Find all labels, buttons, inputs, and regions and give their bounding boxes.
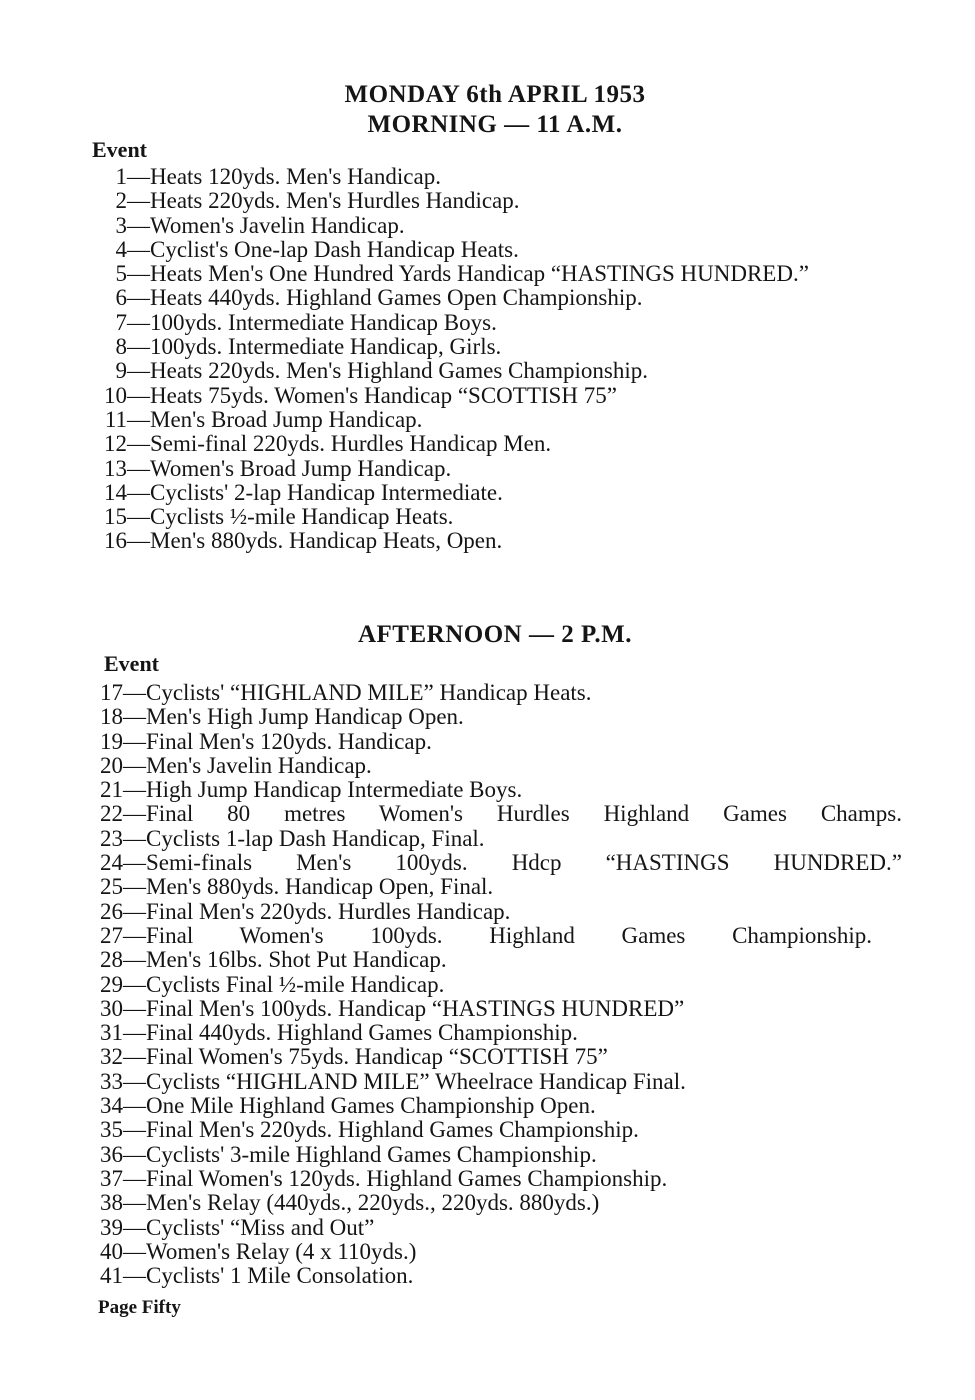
event-text: Final Men's 120yds. Handicap. [146, 728, 432, 754]
afternoon-heading: AFTERNOON — 2 P.M. [357, 621, 633, 648]
event-number: 29— [100, 971, 146, 997]
event-row [100, 311, 898, 335]
event-number: 30— [100, 995, 146, 1021]
event-row [96, 924, 902, 948]
event-row [100, 408, 898, 432]
event-row [100, 457, 898, 481]
event-text: Men's Broad Jump Handicap. [150, 406, 423, 432]
event-number: 21— [100, 777, 146, 803]
event-number: 6— [115, 285, 150, 311]
event-text: Final Men's 100yds. Handicap “HASTINGS HUNDRED” [146, 995, 685, 1021]
event-number: 1— [115, 164, 150, 189]
event-row [96, 778, 902, 802]
event-row [100, 432, 898, 456]
event-text: Cyclist's One-lap Dash Handicap Heats. [150, 236, 519, 262]
event-number: 9— [115, 358, 150, 384]
event-text: Men's High Jump Handicap Open. [146, 704, 464, 730]
event-text: Cyclists' “Miss and Out” [146, 1214, 375, 1240]
event-row [96, 1118, 902, 1142]
event-text: 100yds. Intermediate Handicap Boys. [150, 309, 497, 335]
event-row [96, 681, 902, 705]
event-number: 7— [115, 309, 150, 335]
event-row [100, 238, 898, 262]
event-text: Cyclists' “HIGHLAND MILE” Handicap Heats. [146, 680, 592, 705]
morning-event-label: Event [92, 137, 147, 162]
event-number: 10— [104, 382, 150, 408]
event-text: Men's Relay (440yds., 220yds., 220yds. 880yds.) [146, 1190, 600, 1216]
event-text: Final Men's 220yds. Hurdles Handicap. [146, 898, 511, 924]
event-row [96, 851, 902, 875]
event-row [96, 1216, 902, 1240]
event-text: Heats Men's One Hundred Yards Handicap “HASTINGS HUNDRED.” [150, 261, 809, 287]
event-number: 37— [100, 1165, 146, 1191]
event-number: 24— [100, 850, 146, 876]
event-row [100, 384, 898, 408]
event-row [100, 165, 898, 189]
event-number: 11— [104, 406, 150, 432]
event-row [96, 1167, 902, 1191]
event-number: 25— [100, 874, 146, 900]
event-number: 41— [100, 1263, 146, 1289]
event-number: 2— [115, 188, 150, 214]
event-text: Heats 440yds. Highland Games Open Championship. [150, 285, 643, 311]
event-row [96, 802, 902, 826]
event-row [96, 754, 902, 778]
event-number: 17— [100, 680, 146, 705]
event-text: 100yds. Intermediate Handicap, Girls. [150, 334, 502, 360]
morning-heading: MORNING — 11 A.M. [367, 111, 623, 138]
event-text: Final Women's 120yds. Highland Games Championship. [146, 1165, 668, 1191]
event-text: Women's Javelin Handicap. [150, 212, 405, 238]
afternoon-event-list [96, 681, 902, 1288]
event-number: 5— [115, 261, 150, 287]
event-text: Semi-final 220yds. Hurdles Handicap Men. [150, 431, 552, 457]
event-text: Men's 880yds. Handicap Heats, Open. [150, 528, 503, 554]
event-text: High Jump Handicap Intermediate Boys. [146, 777, 523, 803]
event-row [100, 359, 898, 383]
event-number: 31— [100, 1020, 146, 1046]
event-text: Final Women's 100yds. Highland Games Championship. [146, 922, 872, 948]
event-row [96, 900, 902, 924]
event-row [96, 1264, 902, 1288]
page-number: Page Fifty [98, 1297, 181, 1318]
event-text: Heats 220yds. Men's Hurdles Handicap. [150, 188, 520, 214]
event-number: 28— [100, 947, 146, 973]
event-row [100, 505, 898, 529]
event-text: One Mile Highland Games Championship Open. [146, 1093, 596, 1119]
event-row [96, 1094, 902, 1118]
event-row [96, 948, 902, 972]
event-row [96, 997, 902, 1021]
event-row [96, 1070, 902, 1094]
event-text: Cyclists “HIGHLAND MILE” Wheelrace Handicap Final. [146, 1068, 686, 1094]
date-heading: MONDAY 6th APRIL 1953 [344, 81, 646, 108]
event-row [96, 973, 902, 997]
event-number: 3— [115, 212, 150, 238]
event-text: Cyclists 1-lap Dash Handicap, Final. [146, 825, 485, 851]
event-number: 35— [100, 1117, 146, 1143]
event-number: 20— [100, 752, 146, 778]
event-row [100, 529, 898, 553]
event-text: Cyclists' 3-mile Highland Games Championship. [146, 1141, 597, 1167]
event-row [96, 1143, 902, 1167]
event-number: 14— [104, 479, 150, 505]
event-number: 27— [100, 922, 146, 948]
event-row [100, 481, 898, 505]
event-number: 32— [100, 1044, 146, 1070]
event-text: Men's 880yds. Handicap Open, Final. [146, 874, 494, 900]
event-row [96, 1021, 902, 1045]
event-number: 15— [104, 504, 150, 530]
event-row [100, 286, 898, 310]
event-number: 40— [100, 1238, 146, 1264]
event-text: Final 440yds. Highland Games Championship. [146, 1020, 578, 1046]
event-number: 8— [115, 334, 150, 360]
event-text: Cyclists Final ½-mile Handicap. [146, 971, 445, 997]
event-row [100, 189, 898, 213]
event-row [96, 1191, 902, 1215]
morning-event-list [100, 165, 898, 554]
event-row [100, 335, 898, 359]
event-text: Final Men's 220yds. Highland Games Championship. [146, 1117, 639, 1143]
event-text: Final 80 metres Women's Hurdles Highland Games Champs. [146, 801, 902, 827]
event-number: 26— [100, 898, 146, 924]
event-text: Heats 120yds. Men's Handicap. [150, 164, 441, 189]
event-row [96, 730, 902, 754]
event-text: Cyclists' 1 Mile Consolation. [146, 1263, 414, 1289]
event-number: 38— [100, 1190, 146, 1216]
event-number: 33— [100, 1068, 146, 1094]
event-text: Cyclists' 2-lap Handicap Intermediate. [150, 479, 503, 505]
event-number: 18— [100, 704, 146, 730]
event-text: Women's Relay (4 x 110yds.) [146, 1238, 417, 1264]
event-text: Men's 16lbs. Shot Put Handicap. [146, 947, 447, 973]
event-row [96, 1045, 902, 1069]
event-row [96, 875, 902, 899]
event-number: 22— [100, 801, 146, 827]
event-text: Heats 75yds. Women's Handicap “SCOTTISH 75” [150, 382, 617, 408]
event-row [100, 262, 898, 286]
event-row [96, 827, 902, 851]
event-number: 12— [104, 431, 150, 457]
event-number: 23— [100, 825, 146, 851]
event-number: 34— [100, 1093, 146, 1119]
event-text: Semi-finals Men's 100yds. Hdcp “HASTINGS HUNDRED.” [146, 850, 902, 876]
event-row [100, 214, 898, 238]
event-number: 39— [100, 1214, 146, 1240]
event-text: Final Women's 75yds. Handicap “SCOTTISH 75” [146, 1044, 608, 1070]
event-number: 19— [100, 728, 146, 754]
event-number: 13— [104, 455, 150, 481]
event-text: Women's Broad Jump Handicap. [150, 455, 452, 481]
event-number: 4— [115, 236, 150, 262]
event-text: Heats 220yds. Men's Highland Games Championship. [150, 358, 648, 384]
event-number: 36— [100, 1141, 146, 1167]
event-number: 16— [104, 528, 150, 554]
afternoon-event-label: Event [104, 651, 159, 676]
event-text: Cyclists ½-mile Handicap Heats. [150, 504, 454, 530]
event-row [96, 705, 902, 729]
event-text: Men's Javelin Handicap. [146, 752, 372, 778]
event-row [96, 1240, 902, 1264]
